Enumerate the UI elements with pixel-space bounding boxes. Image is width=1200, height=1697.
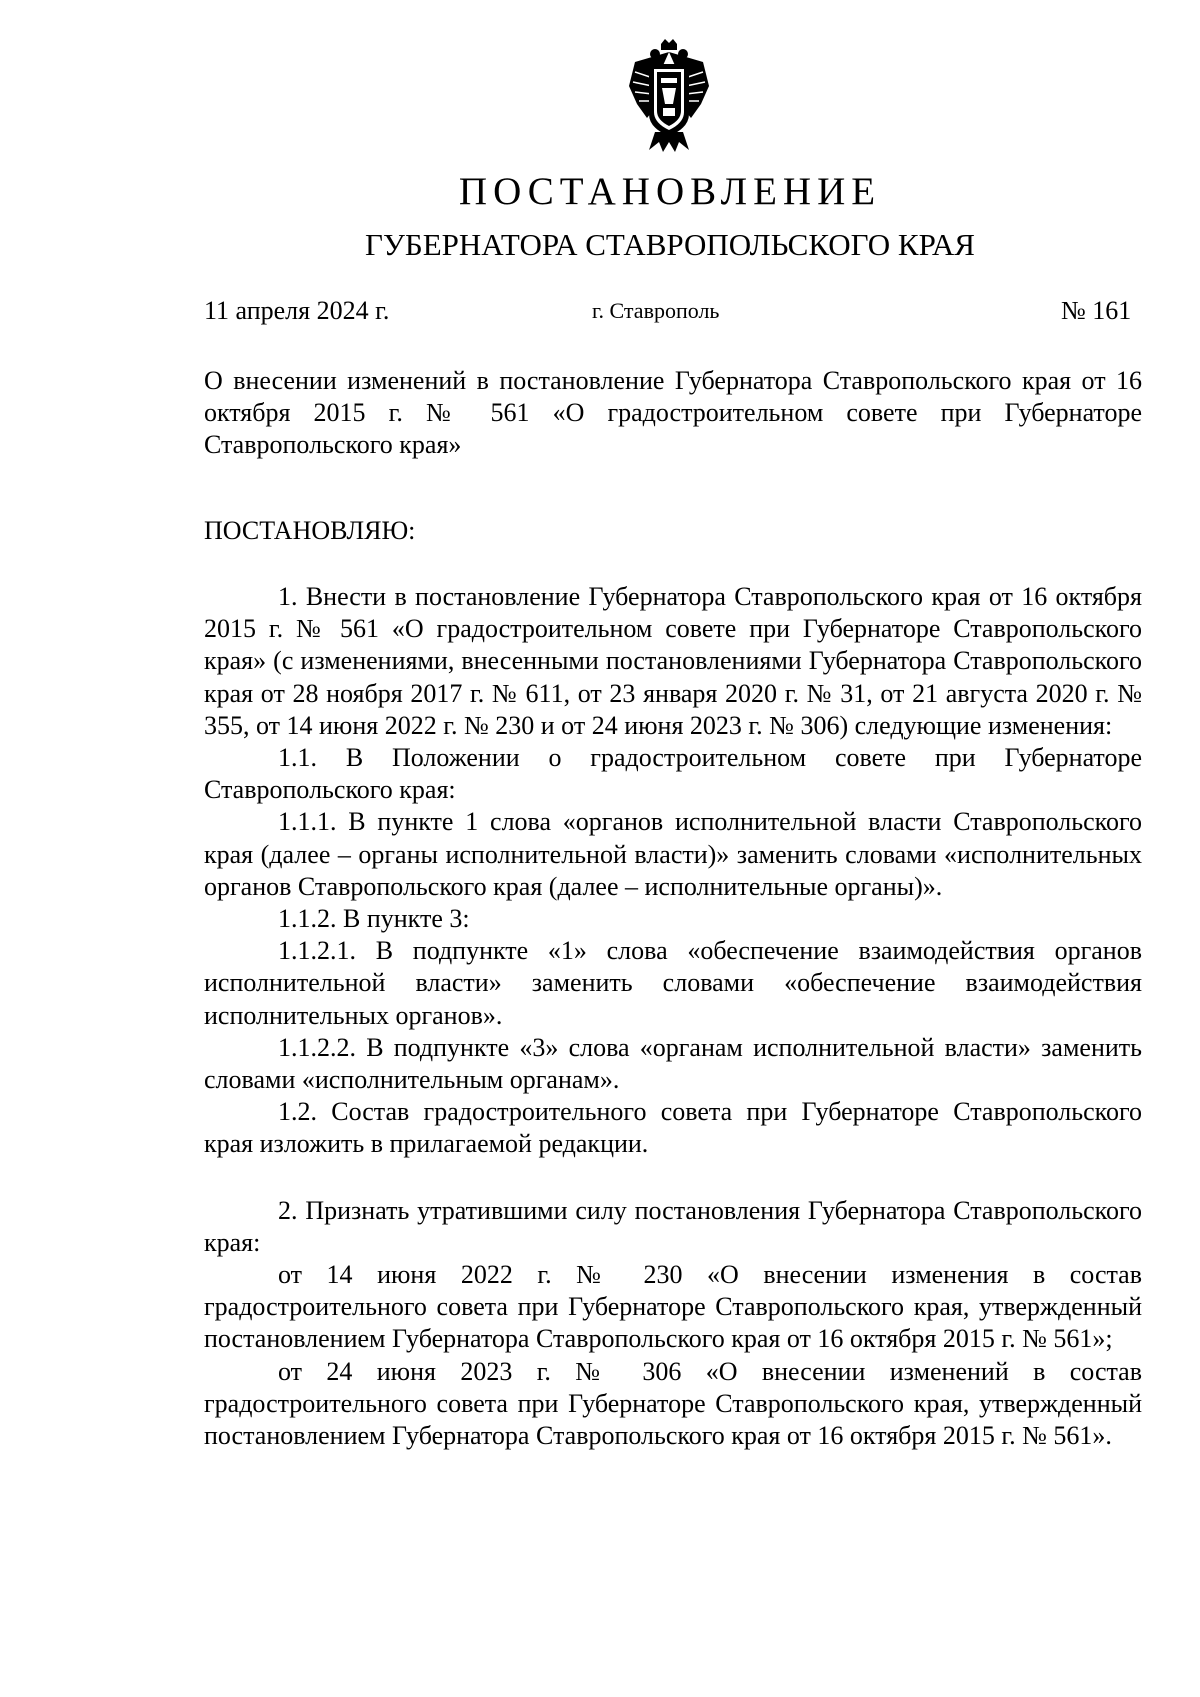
paragraph-1-1: 1.1. В Положении о градостроительном совете при Губернаторе Ставропольского края: (204, 743, 1142, 805)
coat-of-arms-icon (625, 38, 713, 156)
paragraph-2-item-2: от 24 июня 2023 г. № 306 «О внесении изменений в состав градостроительного совета при Губернаторе Ставропольского края, утвержденный постановлением Губернатора Ставропольского края от 16 октября 2015 г. № 561». (204, 1356, 1142, 1451)
document-subtitle: ГУБЕРНАТОРА СТАВРОПОЛЬСКОГО КРАЯ (365, 227, 975, 262)
paragraph-2: 2. Признать утратившими силу постановления Губернатора Ставропольского края: (204, 1195, 1142, 1257)
paragraph-1-1-2-2: 1.1.2.2. В подпункте «3» слова «органам исполнительной власти» заменить словами «исполнительным органам». (204, 1032, 1142, 1095)
document-date: 11 апреля 2024 г. (204, 296, 390, 325)
document-title: ПОСТАНОВЛЕНИЕ (458, 170, 882, 213)
document-city: г. Ставрополь (592, 298, 720, 323)
paragraph-1-1-2: 1.1.2. В пункте 3: (278, 904, 470, 934)
paragraph-1-2: 1.2. Состав градостроительного совета при Губернаторе Ставропольского края изложить в прилагаемой редакции. (204, 1097, 1142, 1159)
decree-word: ПОСТАНОВЛЯЮ: (204, 516, 416, 545)
paragraph-2-item-1: от 14 июня 2022 г. № 230 «О внесении изменения в состав градостроительного совета при Губернаторе Ставропольского края, утвержденный постановлением Губернатора Ставропольского края от 16 октября 2015 г. № 561»; (204, 1260, 1142, 1354)
document-body (204, 581, 1142, 1452)
document-number: № 161 (1061, 296, 1132, 325)
paragraph-1: 1. Внести в постановление Губернатора Ставропольского края от 16 октября 2015 г. № 561 «О градостроительном совете при Губернаторе Ставропольского края» (с изменениями, внесенными постановлениями Губернатора Ставропольского края от 28 ноября 2017 г. № 611, от 23 января 2020 г. № 31, от 21 августа 2020 г. № 355, от 14 июня 2022 г. № 230 и от 24 июня 2023 г. № 306) следующие изменения: (204, 582, 1142, 740)
paragraph-1-1-1: 1.1.1. В пункте 1 слова «органов исполнительной власти Ставропольского края (далее – органы исполнительной власти)» заменить словами «исполнительных органов Ставропольского края (далее – исполнительные органы)». (204, 807, 1142, 901)
document-subject: О внесении изменений в постановление Губернатора Ставропольского края от 16 октября 2015 г. № 561 «О градостроительном совете при Губернаторе Ставропольского края» (204, 366, 1142, 459)
paragraph-1-1-2-1: 1.1.2.1. В подпункте «1» слова «обеспечение взаимодействия органов исполнительной власти» заменить словами «обеспечение взаимодействия исполнительных органов». (204, 936, 1142, 1030)
